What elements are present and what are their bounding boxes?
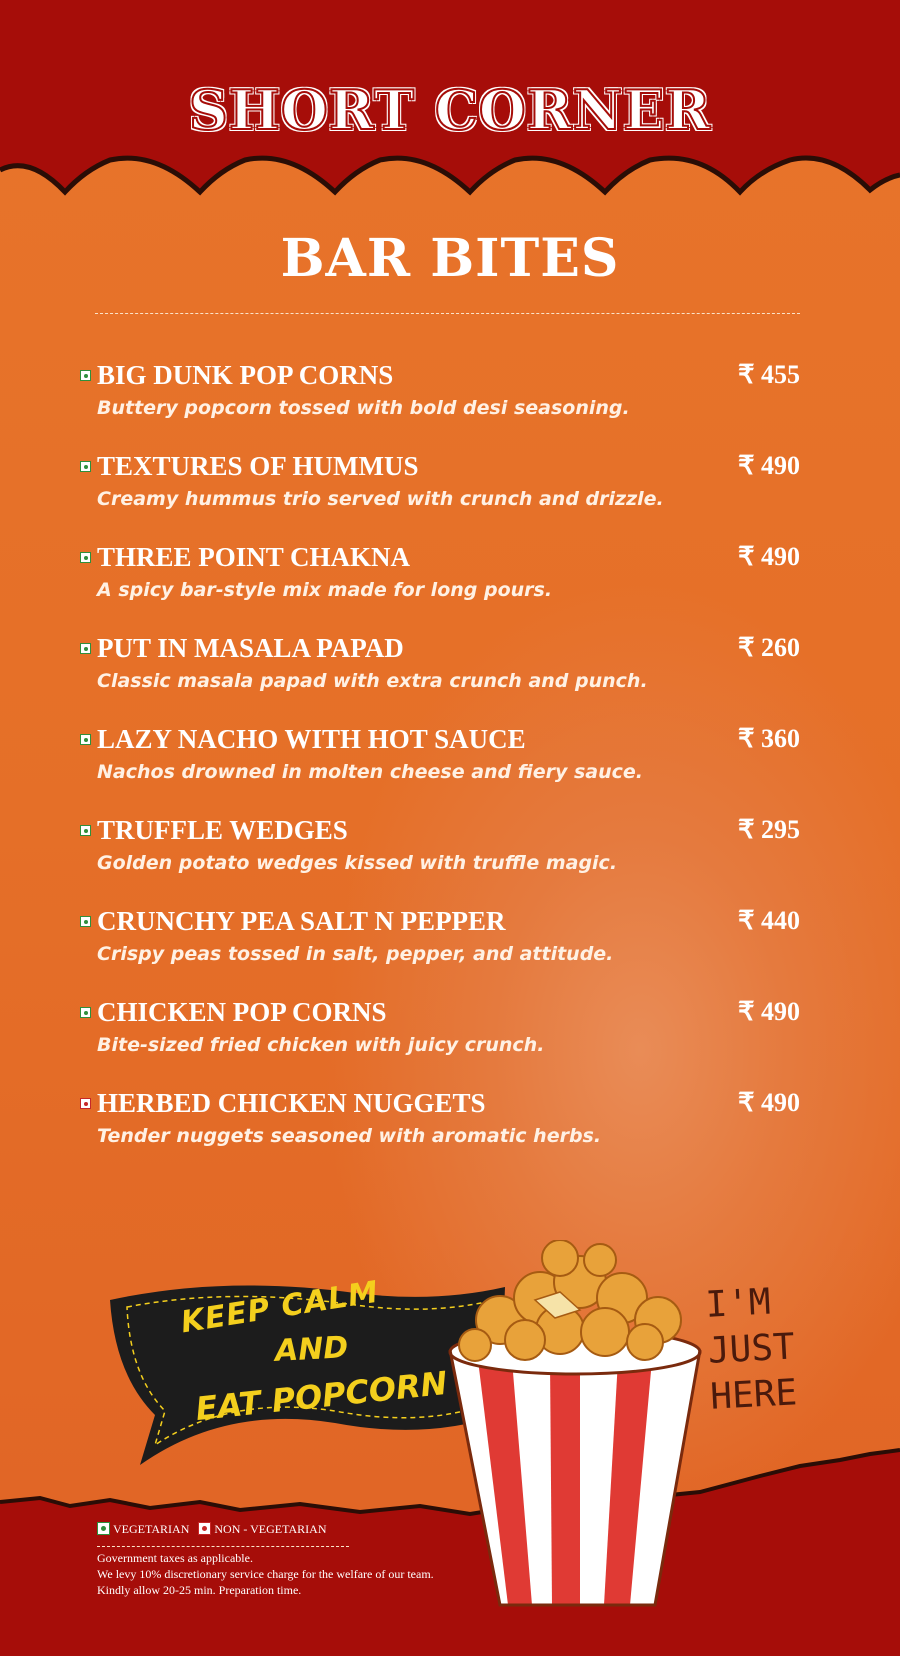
veg-icon <box>80 461 91 472</box>
item-description: Golden potato wedges kissed with truffle magic. <box>97 852 618 874</box>
item-name: HERBED CHICKEN NUGGETS <box>97 1088 486 1118</box>
diet-legend <box>97 1522 327 1537</box>
menu-item <box>80 724 800 820</box>
section-title: BAR BITES <box>280 228 620 289</box>
item-price: ₹ 490 <box>737 451 800 480</box>
item-price: ₹ 490 <box>737 542 800 571</box>
side-caption-line: I'M <box>704 1281 772 1326</box>
promo-line-and: AND <box>274 1330 350 1369</box>
item-description: Buttery popcorn tossed with bold desi seasoning. <box>97 397 630 419</box>
footer-note: Kindly allow 20-25 min. Preparation time. <box>97 1583 302 1597</box>
promo-line-eat-popcorn: EAT POPCORN <box>193 1363 450 1429</box>
item-description: A spicy bar-style mix made for long pours. <box>97 579 553 601</box>
item-name: BIG DUNK POP CORNS <box>97 360 394 390</box>
item-price: ₹ 490 <box>737 1088 800 1117</box>
item-name: TRUFFLE WEDGES <box>97 815 348 845</box>
veg-icon <box>80 825 91 836</box>
item-price: ₹ 295 <box>737 815 800 844</box>
item-price: ₹ 490 <box>737 997 800 1026</box>
item-name: THREE POINT CHAKNA <box>97 542 411 572</box>
non-veg-icon <box>80 1098 91 1109</box>
item-name: TEXTURES OF HUMMUS <box>97 451 419 481</box>
veg-icon <box>80 552 91 563</box>
brand-title: SHORT CORNER <box>188 78 712 142</box>
item-name: PUT IN MASALA PAPAD <box>97 633 404 663</box>
item-price: ₹ 440 <box>737 906 800 935</box>
legend-nonveg-label: NON - VEGETARIAN <box>214 1522 327 1536</box>
item-description: Bite-sized fried chicken with juicy crunch. <box>97 1034 545 1056</box>
menu-item <box>80 451 800 547</box>
item-price: ₹ 260 <box>737 633 800 662</box>
veg-icon <box>80 370 91 381</box>
legend-veg-label: VEGETARIAN <box>113 1522 190 1536</box>
item-description: Classic masala papad with extra crunch and punch. <box>97 670 648 692</box>
item-price: ₹ 360 <box>737 724 800 753</box>
menu-item <box>80 1088 800 1184</box>
title-divider <box>95 313 800 314</box>
item-name: LAZY NACHO WITH HOT SAUCE <box>97 724 526 754</box>
menu-item <box>80 906 800 1002</box>
footer-note: We levy 10% discretionary service charge for the welfare of our team. <box>97 1567 434 1581</box>
veg-icon <box>80 916 91 927</box>
menu-item <box>80 360 800 456</box>
side-caption <box>704 1277 821 1421</box>
menu-list <box>80 360 800 1184</box>
item-description: Tender nuggets seasoned with aromatic herbs. <box>97 1125 602 1147</box>
menu-item <box>80 542 800 638</box>
item-name: CHICKEN POP CORNS <box>97 997 387 1027</box>
side-caption-line: JUST <box>706 1326 796 1372</box>
menu-item <box>80 997 800 1093</box>
item-description: Nachos drowned in molten cheese and fiery sauce. <box>97 761 643 783</box>
item-price: ₹ 455 <box>737 360 800 389</box>
menu-item <box>80 633 800 729</box>
veg-icon <box>97 1522 110 1535</box>
veg-icon <box>80 734 91 745</box>
item-description: Crispy peas tossed in salt, pepper, and attitude. <box>97 943 614 965</box>
footer-notes <box>97 1550 434 1598</box>
item-name: CRUNCHY PEA SALT N PEPPER <box>97 906 506 936</box>
footer-note: Government taxes as applicable. <box>97 1551 253 1565</box>
veg-icon <box>80 643 91 654</box>
footer-divider <box>97 1546 349 1547</box>
item-description: Creamy hummus trio served with crunch and drizzle. <box>97 488 664 510</box>
promo-line-keep-calm: KEEP CALM <box>178 1274 382 1341</box>
non-veg-icon <box>198 1522 211 1535</box>
menu-item <box>80 815 800 911</box>
veg-icon <box>80 1007 91 1018</box>
popcorn-bucket-icon <box>440 1240 710 1610</box>
side-caption-line: HERE <box>709 1372 799 1418</box>
